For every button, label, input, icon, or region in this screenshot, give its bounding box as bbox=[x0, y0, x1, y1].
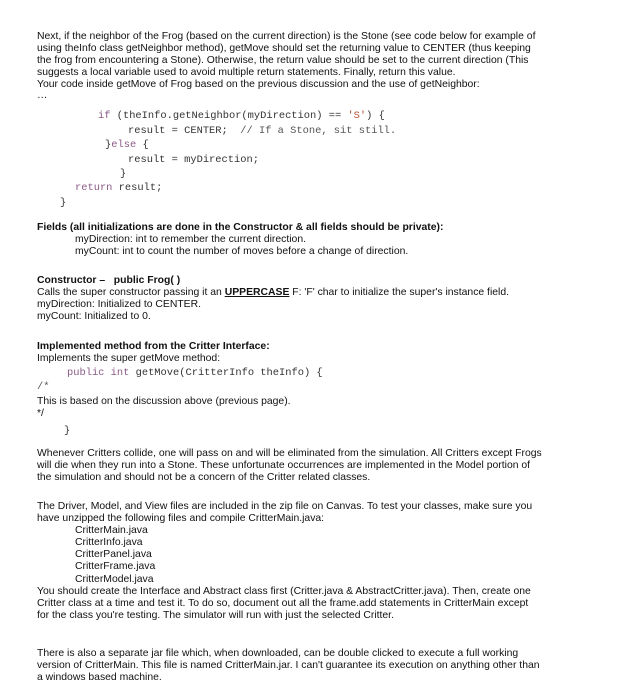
code-line-else bbox=[105, 138, 149, 153]
fields-section bbox=[37, 222, 599, 258]
driver-line: The Driver, Model, and View files are included in the zip file on Canvas. To test your classes, make sure you bbox=[37, 501, 533, 512]
file-item: CritterModel.java bbox=[75, 573, 154, 585]
code-text: getMove(CritterInfo theInfo) { bbox=[129, 367, 323, 379]
collide-line: will die when they run into a Stone. These unfortunate occurrences are implemented in the Model portion of bbox=[37, 460, 531, 472]
comment-text: This is based on the discussion above (previous page). bbox=[37, 396, 291, 407]
intro-line: suggests a local variable used to avoid multiple return statements. Finally, return this value. bbox=[37, 67, 456, 79]
if-keyword: if bbox=[98, 110, 111, 122]
jar-paragraph bbox=[37, 648, 599, 684]
return-keyword: return bbox=[75, 182, 113, 194]
intro-line: Your code inside getMove of Frog based on the previous discussion and the use of getNeighbor: bbox=[37, 79, 480, 91]
code-line-assign-center bbox=[128, 124, 396, 139]
driver-paragraph bbox=[37, 501, 599, 622]
code-line-assign-direction: result = myDirection; bbox=[128, 154, 259, 166]
code-line-close-outer: } bbox=[60, 197, 67, 209]
code-text: ) { bbox=[366, 110, 385, 122]
constructor-signature: public Frog( ) bbox=[113, 275, 181, 286]
implemented-section bbox=[37, 341, 599, 365]
comment-body bbox=[37, 396, 599, 420]
intro-line: Next, if the neighbor of the Frog (based on the current direction) is the Stone (see code below for example of bbox=[37, 31, 536, 42]
driver-after-line: Critter class at a time and test it. To do so, document out all the frame.add statements in CritterMain except bbox=[37, 597, 529, 609]
collide-paragraph bbox=[37, 448, 599, 484]
jar-line: version of CritterMain. This file is named CritterMain.jar. I can't guarantee its execution on anything other than bbox=[37, 660, 540, 672]
collide-line: Whenever Critters collide, one will pass on and will be eliminated from the simulation. All Critters except Frogs bbox=[37, 448, 542, 459]
code-line-close-inner: } bbox=[120, 168, 127, 180]
else-keyword: else bbox=[111, 139, 137, 151]
code-text: result; bbox=[112, 182, 163, 194]
ellipsis: … bbox=[37, 90, 48, 102]
code-text: { bbox=[136, 139, 149, 151]
comment-open: /* bbox=[37, 381, 50, 393]
intro-line: using theInfo class getNeighbor method), getMove should set the returning value to CENTER (thus keeping bbox=[37, 43, 531, 55]
file-item: CritterMain.java bbox=[75, 525, 148, 537]
comment-close: */ bbox=[37, 408, 44, 420]
file-item: CritterInfo.java bbox=[75, 537, 143, 549]
getmove-signature bbox=[67, 366, 323, 381]
jar-line: There is also a separate jar file which, when downloaded, can be double clicked to execute a full working bbox=[37, 648, 519, 659]
driver-line: have unzipped the following files and compile CritterMain.java: bbox=[37, 513, 325, 525]
field-item: myCount: int to count the number of moves before a change of direction. bbox=[75, 246, 409, 258]
code-comment: // If a Stone, sit still. bbox=[240, 125, 397, 137]
code-line-if bbox=[98, 109, 385, 124]
intro-paragraph bbox=[37, 31, 599, 101]
fields-heading: Fields (all initializations are done in the Constructor & all fields should be private): bbox=[37, 222, 444, 233]
code-text: result = CENTER; bbox=[128, 125, 228, 137]
field-item: myDirection: int to remember the current direction. bbox=[75, 234, 306, 246]
constructor-heading bbox=[37, 275, 599, 287]
file-item: CritterFrame.java bbox=[75, 561, 156, 573]
code-text: } bbox=[105, 139, 112, 151]
constructor-section bbox=[37, 275, 599, 323]
constructor-line: myDirection: Initialized to CENTER. bbox=[37, 299, 201, 311]
string-literal: 'S' bbox=[347, 110, 367, 122]
implemented-heading: Implemented method from the Critter Interface: bbox=[37, 341, 270, 352]
modifier-keyword: public int bbox=[67, 367, 130, 379]
constructor-line: myCount: Initialized to 0. bbox=[37, 311, 151, 323]
constructor-text: Calls the super constructor passing it an bbox=[37, 287, 225, 299]
collide-line: the simulation and should not be a concern of the Critter related classes. bbox=[37, 472, 371, 484]
driver-after-line: for the class you're testing. The simulator will run with just the selected Critter. bbox=[37, 609, 394, 621]
uppercase-emphasis: UPPERCASE bbox=[224, 287, 290, 299]
code-line-return bbox=[75, 181, 162, 196]
driver-after-line: You should create the Interface and Abstract class first (Critter.java & AbstractCritter.java). Then, create one bbox=[37, 585, 531, 597]
constructor-text: F: 'F' char to initialize the super's instance field. bbox=[289, 287, 510, 299]
constructor-label: Constructor – bbox=[37, 275, 106, 286]
getmove-close-brace: } bbox=[64, 425, 71, 437]
constructor-line bbox=[37, 287, 599, 299]
jar-line: a windows based machine. bbox=[37, 672, 162, 684]
code-text: (theInfo.getNeighbor(myDirection) == bbox=[110, 110, 348, 122]
intro-line: the frog from encountering a Stone). Otherwise, the return value should be set to the current direction (This bbox=[37, 55, 529, 67]
implemented-line: Implements the super getMove method: bbox=[37, 353, 221, 365]
file-item: CritterPanel.java bbox=[75, 549, 152, 561]
